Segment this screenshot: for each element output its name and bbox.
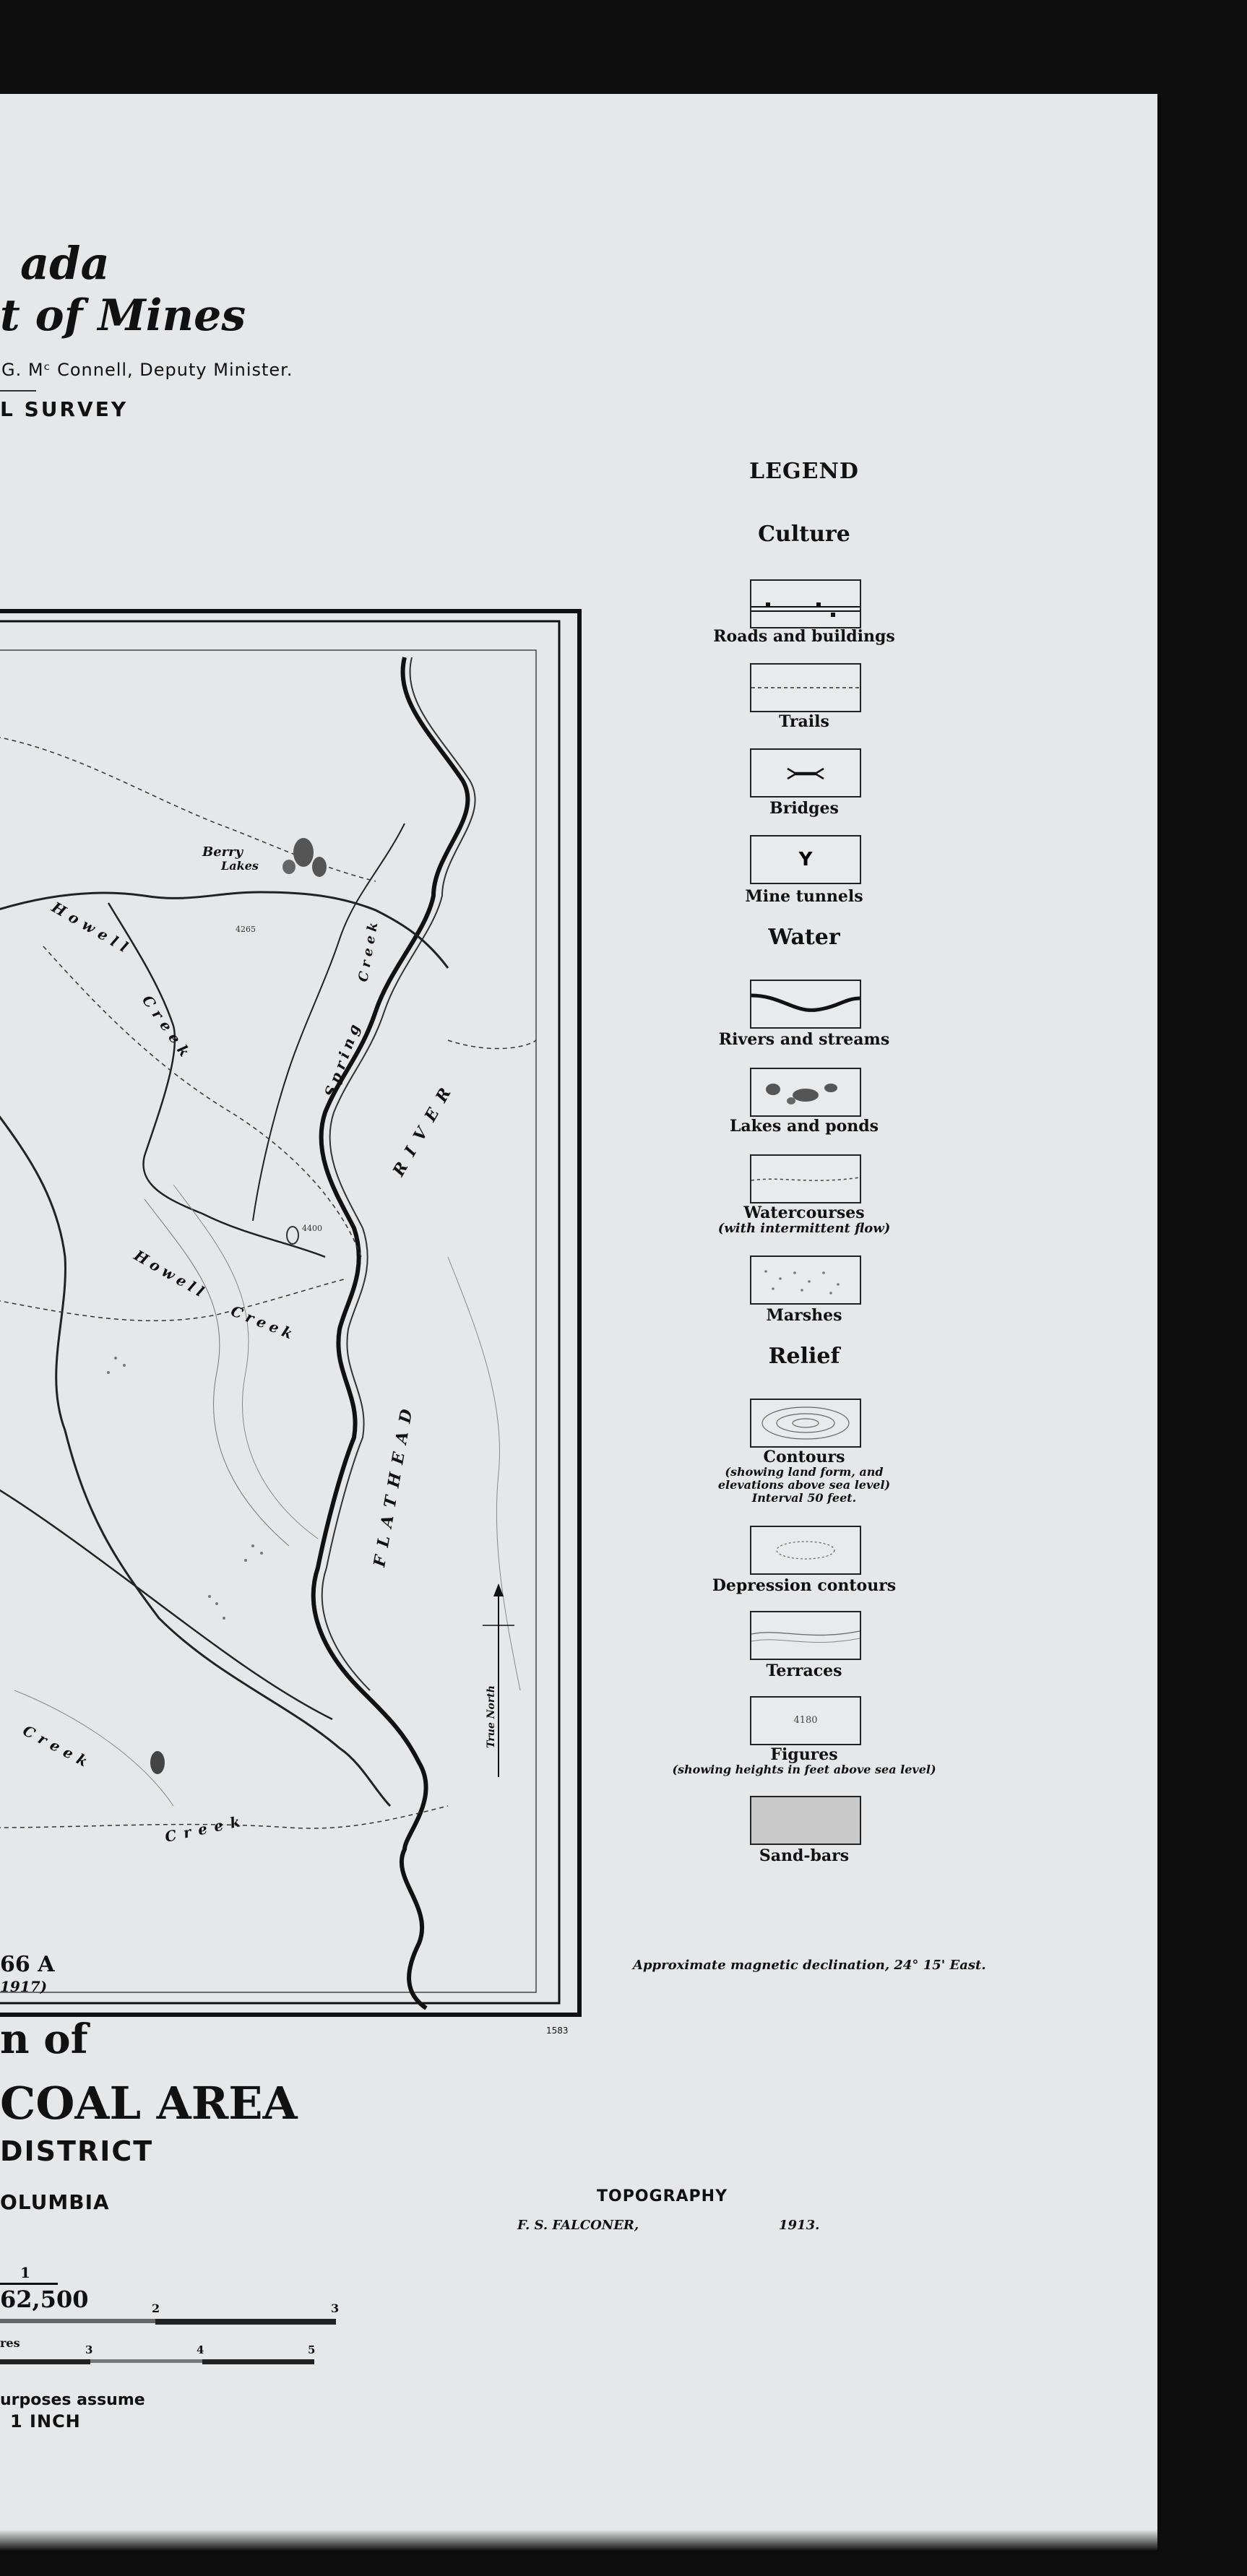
scale-fraction-bar xyxy=(0,2283,58,2285)
map-label-river: RIVER xyxy=(389,1076,460,1180)
legend-watercourses-note: (with intermittent flow) xyxy=(717,1221,891,1236)
purposes-line-1: urposes assume xyxy=(0,2391,145,2409)
legend-marshes-swatch xyxy=(750,1255,861,1305)
map-label-spring-creek: Creek xyxy=(355,917,382,983)
map-label-creek-upper: Creek xyxy=(138,992,197,1065)
legend-relief-heading: Relief xyxy=(768,1344,840,1369)
survey-title: L SURVEY xyxy=(0,397,129,421)
legend-figures-sample: 4180 xyxy=(793,1715,818,1726)
legend-lakes-label: Lakes and ponds xyxy=(729,1117,879,1136)
legend-figures-note: (showing heights in feet above sea level) xyxy=(672,1763,936,1776)
map-label-howell-upper: Howell xyxy=(48,898,137,959)
legend-roads-label: Roads and buildings xyxy=(713,627,895,646)
legend-sandbars-swatch xyxy=(750,1796,861,1845)
legend-trails-swatch xyxy=(750,663,861,712)
legend-rivers-label: Rivers and streams xyxy=(718,1030,890,1049)
deputy-minister-line: G. Mᶜ Connell, Deputy Minister. xyxy=(1,360,293,380)
legend-bridges-swatch xyxy=(750,748,861,798)
header-rule xyxy=(0,390,36,392)
magnetic-declination: Approximate magnetic declination, 24° 15' East. xyxy=(633,1958,986,1973)
map-sheet-number: 1583 xyxy=(546,2026,569,2036)
miles-tick-2: 2 xyxy=(152,2301,160,2315)
legend-culture-heading: Culture xyxy=(758,522,850,547)
legend-depression-label: Depression contours xyxy=(712,1576,897,1595)
purposes-line-2: 1 INCH xyxy=(10,2411,81,2432)
legend-water-heading: Water xyxy=(768,925,840,950)
map-edition: 1917) xyxy=(0,1978,48,1995)
map-label-creek-sw: Creek xyxy=(20,1721,96,1773)
legend-trails-label: Trails xyxy=(779,712,829,731)
legend-contours-note-1: (showing land form, and xyxy=(725,1465,884,1479)
legend-terraces-label: Terraces xyxy=(766,1661,842,1680)
km-tick-3: 3 xyxy=(85,2343,93,2356)
title-province: OLUMBIA xyxy=(0,2190,110,2214)
topography-surveyor: F. S. FALCONER, xyxy=(517,2218,639,2233)
map-number: 66 A xyxy=(0,1952,55,1977)
topography-year: 1913. xyxy=(779,2218,820,2233)
legend-contours-note-3: Interval 50 feet. xyxy=(751,1491,857,1505)
spring-creek xyxy=(253,824,405,1221)
miles-scale-bar-2 xyxy=(155,2319,336,2325)
legend-depression-swatch xyxy=(750,1526,861,1575)
km-scale-bar-2 xyxy=(90,2359,202,2363)
department-title-line2: t of Mines xyxy=(0,290,246,341)
title-district: DISTRICT xyxy=(0,2135,154,2167)
map-label-berry: Berry xyxy=(202,844,243,860)
legend-mine-swatch xyxy=(750,835,861,884)
scale-one: 1 xyxy=(20,2264,30,2281)
map-label-spring: Spring xyxy=(321,1018,365,1099)
legend-figures-swatch xyxy=(750,1696,861,1745)
map-sheet xyxy=(0,94,1157,2550)
department-title-line1: ada xyxy=(20,237,110,290)
sw-creek xyxy=(0,1112,390,1806)
miles-tick-3: 3 xyxy=(331,2301,340,2315)
legend-sandbars-label: Sand-bars xyxy=(759,1846,850,1865)
map-label-creek-s: Creek xyxy=(163,1811,249,1846)
map-label-flathead: FLATHEAD xyxy=(370,1399,418,1569)
legend-watercourses-label: Watercourses xyxy=(743,1203,865,1222)
map-label-lakes: Lakes xyxy=(221,859,259,873)
legend-mine-label: Mine tunnels xyxy=(745,887,863,906)
topography-heading: TOPOGRAPHY xyxy=(597,2187,728,2205)
km-label: res xyxy=(0,2336,20,2350)
km-scale-bar-3 xyxy=(202,2359,314,2364)
title-of: n of xyxy=(0,2015,88,2063)
scale-ratio: 62,500 xyxy=(0,2286,89,2313)
legend-contours-note-2: elevations above sea level) xyxy=(717,1478,891,1492)
legend-watercourses-swatch xyxy=(750,1154,861,1203)
legend-title: LEGEND xyxy=(749,459,859,484)
legend-contours-swatch xyxy=(750,1399,861,1448)
miles-scale-bar-1 xyxy=(0,2319,155,2323)
map-label-elev-2: 4400 xyxy=(302,1224,322,1233)
mine-tunnel-symbol: Y xyxy=(798,849,813,870)
map-label-howell-lower: Howell xyxy=(131,1246,211,1303)
title-coal-area: COAL AREA xyxy=(0,2077,298,2130)
map-label-elev-1: 4265 xyxy=(236,925,256,934)
legend-contours-label: Contours xyxy=(763,1448,845,1466)
legend-bridges-label: Bridges xyxy=(769,799,839,818)
legend-figures-label: Figures xyxy=(770,1745,838,1764)
km-tick-5: 5 xyxy=(308,2343,316,2356)
legend-lakes-swatch xyxy=(750,1068,861,1117)
flathead-river xyxy=(314,657,468,2008)
map-label-true-north: True North xyxy=(486,1685,497,1748)
legend-terraces-swatch xyxy=(750,1611,861,1660)
km-tick-4: 4 xyxy=(197,2343,204,2356)
km-scale-bar xyxy=(0,2359,90,2364)
topographic-map xyxy=(0,607,582,2036)
map-label-creek-lower: Creek xyxy=(228,1302,299,1344)
legend-marshes-label: Marshes xyxy=(766,1306,842,1325)
legend-roads-swatch xyxy=(750,579,861,628)
legend-rivers-swatch xyxy=(750,980,861,1029)
